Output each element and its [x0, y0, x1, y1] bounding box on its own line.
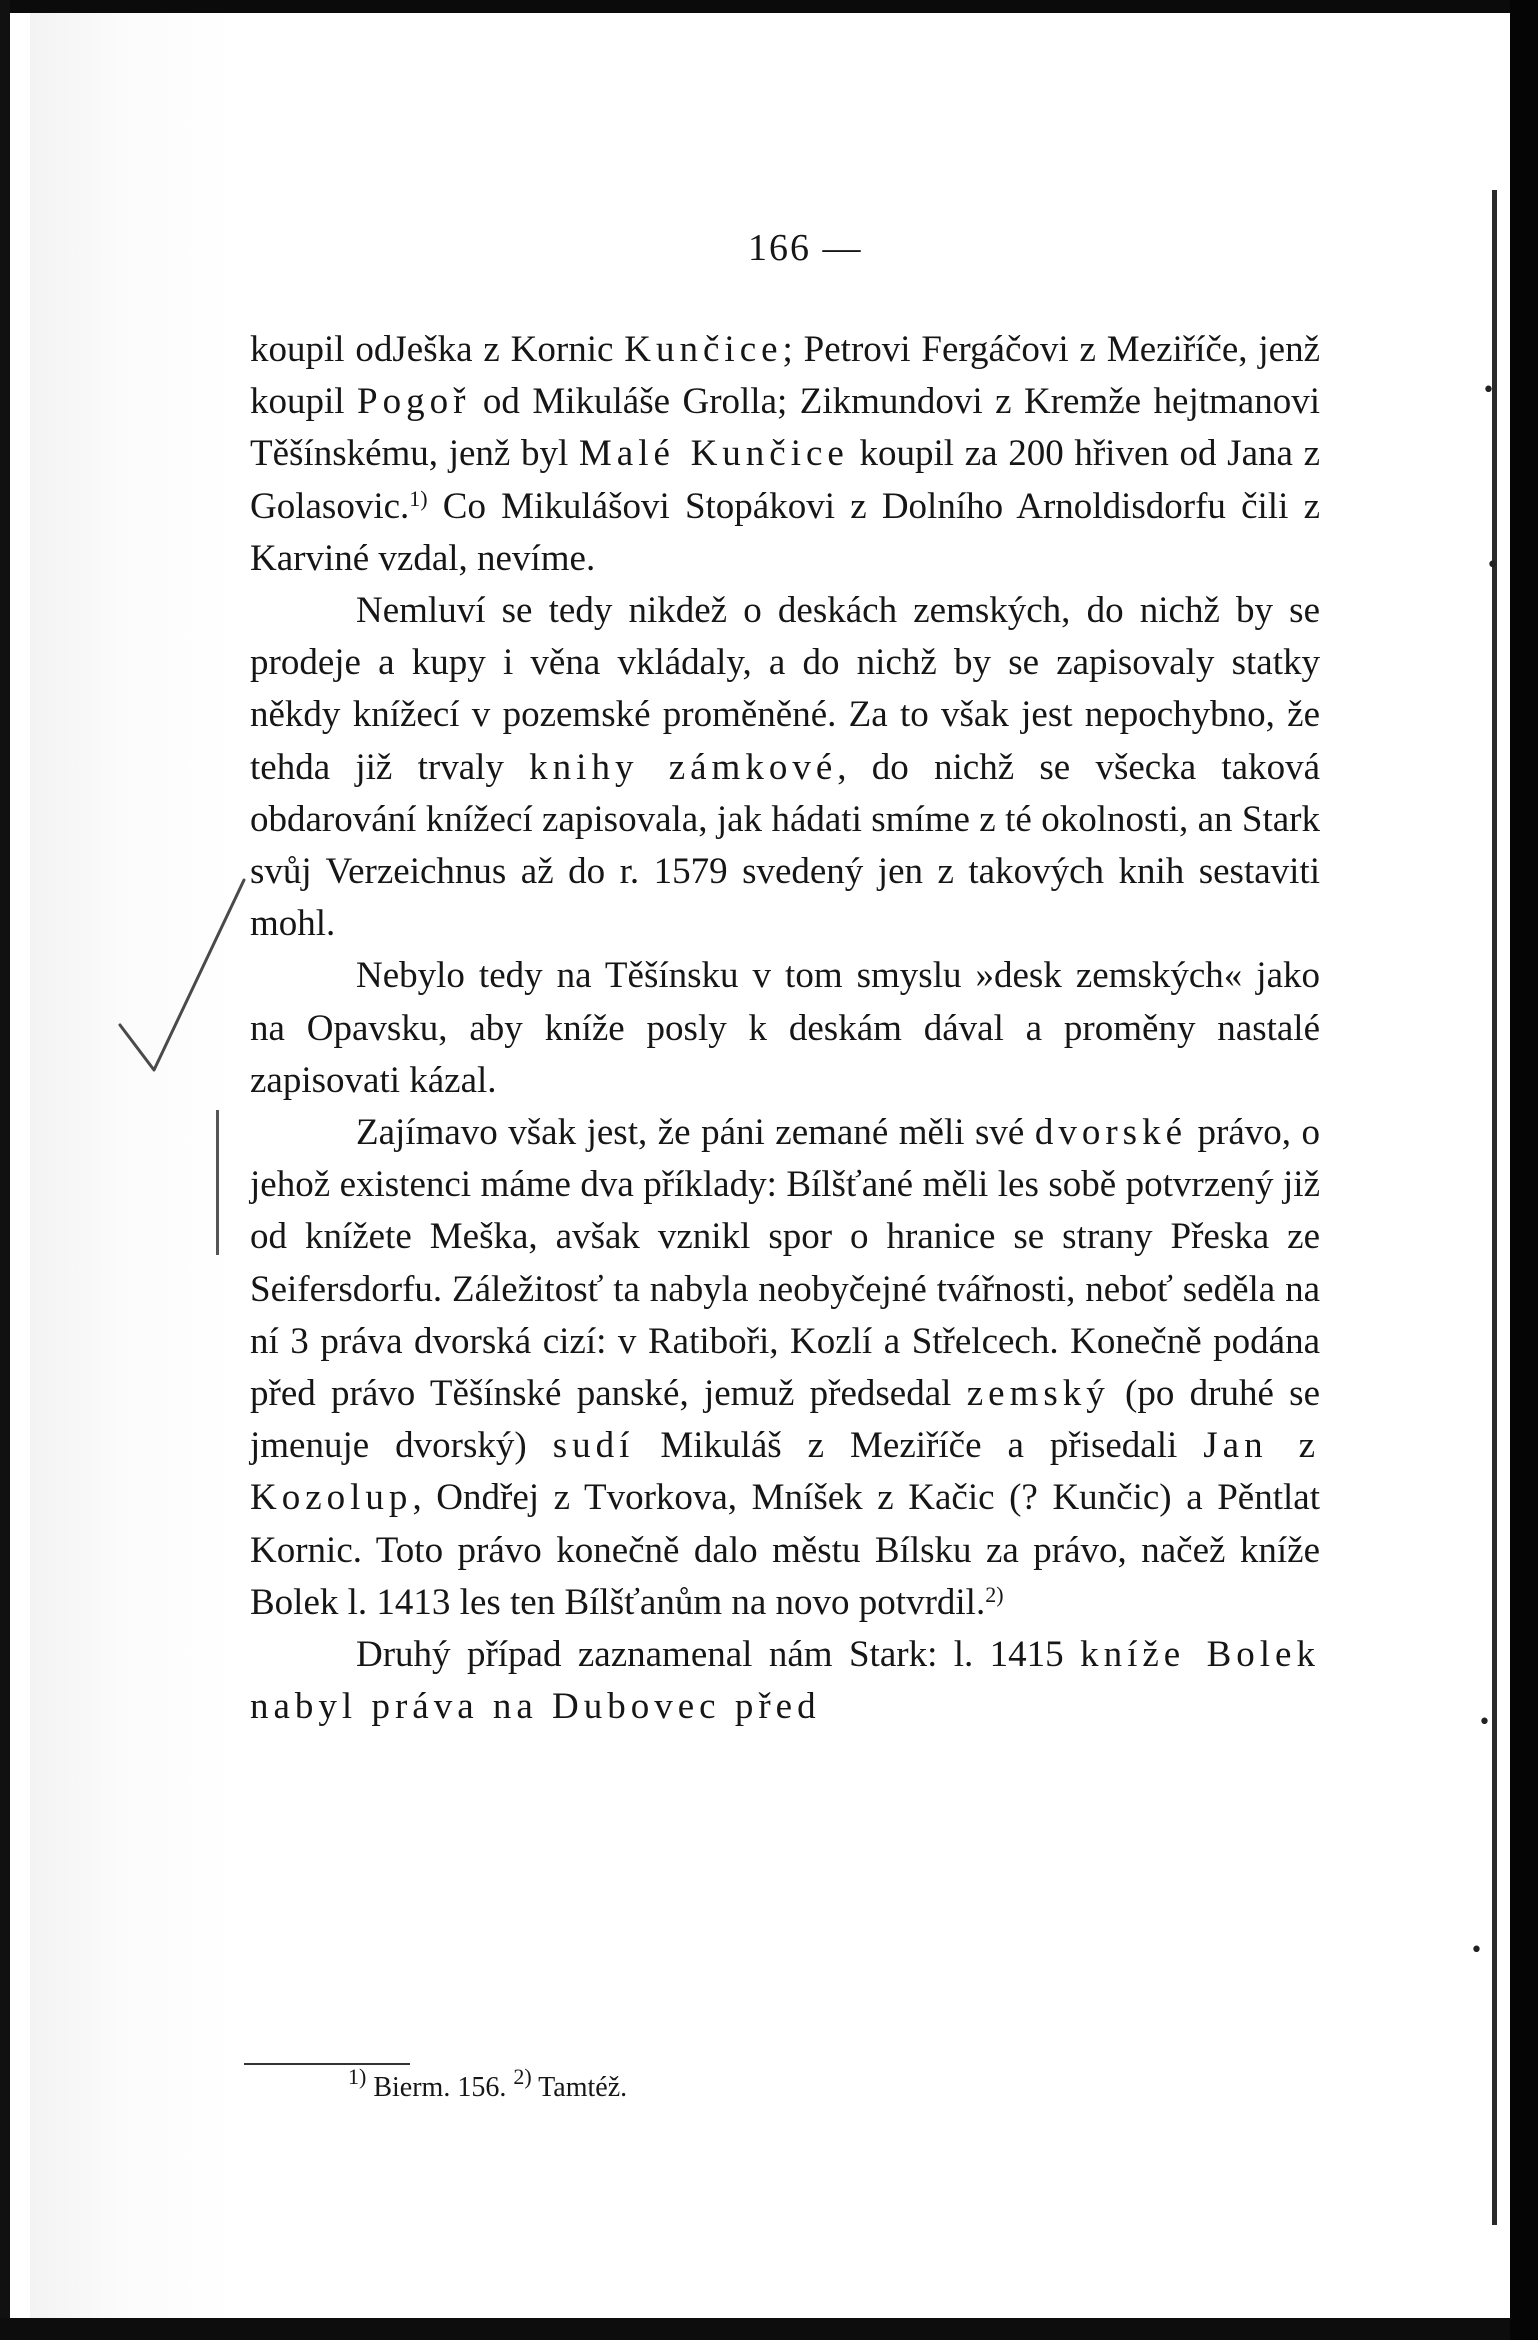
footnote-text: Tamtéž.: [531, 2072, 628, 2103]
paragraph: [250, 950, 1320, 1107]
footnote-reference: 1): [409, 485, 428, 511]
text-run: koupil za 200 hřiven od Jana z Golasovic.: [250, 433, 1320, 527]
spaced-emphasis: knihy zámkové: [529, 746, 838, 788]
paragraph: [250, 1629, 1320, 1733]
page-edge-rule: [1492, 190, 1497, 2225]
footnotes: [348, 2064, 628, 2106]
footnote-rule: [244, 2063, 410, 2065]
scan-border-top: [0, 0, 1538, 13]
text-run: Nebylo tedy na Těšínsku v tom smyslu »desk zemských« jako na Opavsku, aby kníže posly k deskám dával a proměny nastalé zapisovati kázal.: [250, 955, 1320, 1101]
text-run: Co Mikulášovi Stopákovi z Dolního Arnoldisdorfu čili z Karviné vzdal, nevíme.: [250, 485, 1320, 579]
footnote-reference: 2): [985, 1581, 1004, 1607]
body-text: [250, 324, 1320, 1733]
spaced-emphasis: Pogoř: [357, 381, 471, 423]
text-run: Mikuláš z Meziříče a přisedali: [634, 1425, 1204, 1467]
text-run: Zajímavo však jest, že páni zemané měli své: [356, 1112, 1035, 1154]
spaced-emphasis: dvorské: [1034, 1112, 1187, 1154]
edge-speck-mark: •: [1486, 553, 1499, 578]
spaced-emphasis: Kunčice: [624, 329, 783, 370]
pencil-checkmark: [112, 870, 252, 1200]
paragraph: [250, 1107, 1320, 1629]
text-run: , Ondřej z Tvorkova, Mníšek z Kačic (? Kunčic) a Pěntlat Kornic. Toto právo konečně dalo městu Bílsku za právo, načež kníže Bolek l. 1413 les ten Bílšťanům na novo potvrdil.: [250, 1477, 1320, 1623]
edge-speck-mark: •: [1482, 378, 1495, 403]
text-run: právo, o jehož existenci máme dva příklady: Bílšťané měli les sobě potvrzený již od knížete Meška, avšak vznikl spor o hranice se strany Přeska ze Seifersdorfu. Záležitosť ta nabyla neobyčejné tvářnosti, neboť seděla na ní 3 práva dvorská cizí: v Ratiboři, Kozlí a Střelcech. Konečně podána před právo Těšínské panské, jemuž předsedal: [250, 1112, 1320, 1415]
text-run: (po druhé se jmenuje dvorský): [250, 1373, 1320, 1467]
text-run: Nemluví se tedy nikdež o deskách zemských, do nichž by se prodeje a kupy i věna vkládaly, a do nichž by se zapisovaly statky někdy knížecí v pozemské proměněné. Za to však jest nepochybno, že tehda již trvaly: [250, 590, 1320, 788]
edge-speck-mark: •: [1478, 1710, 1491, 1735]
text-run: ; Petrovi Fergáčovi z Meziříče, jenž koupil: [250, 329, 1320, 423]
footnote-marker: 2): [513, 2064, 532, 2089]
text-run: Druhý případ zaznamenal nám Stark: l. 1415: [356, 1634, 1081, 1676]
scan-border-bottom: [0, 2318, 1538, 2340]
spaced-emphasis: Jan z Kozolup: [250, 1425, 1320, 1519]
spaced-emphasis: Malé Kunčice: [578, 433, 849, 475]
scan-border-right: [1510, 0, 1538, 2340]
text-run: koupil odJeška z Kornic: [250, 329, 625, 370]
spaced-emphasis: kníže Bolek nabyl práva na Dubovec před: [250, 1634, 1320, 1728]
text-run: od Mikuláše Grolla; Zikmundovi z Kremže hejtmanovi Těšínskému, jenž byl: [250, 381, 1321, 475]
edge-speck-mark: •: [1470, 1938, 1483, 1963]
page-number: 166 —: [748, 227, 863, 269]
text-run: , do nichž se všecka taková obdarování knížecí zapisovala, jak hádati smíme z té okolnosti, an Stark svůj Verzeichnus až do r. 1579 svedený jen z takových knih sestaviti mohl.: [250, 746, 1320, 945]
footnote-text: Bierm. 156.: [366, 2072, 514, 2103]
spaced-emphasis: sudí: [552, 1425, 635, 1467]
spaced-emphasis: zemský: [966, 1373, 1110, 1415]
footnote-marker: 1): [348, 2064, 367, 2089]
pencil-margin-line: [216, 1110, 219, 1255]
scan-border-left: [0, 0, 10, 2340]
paragraph: [250, 585, 1320, 950]
paragraph: [250, 324, 1320, 585]
